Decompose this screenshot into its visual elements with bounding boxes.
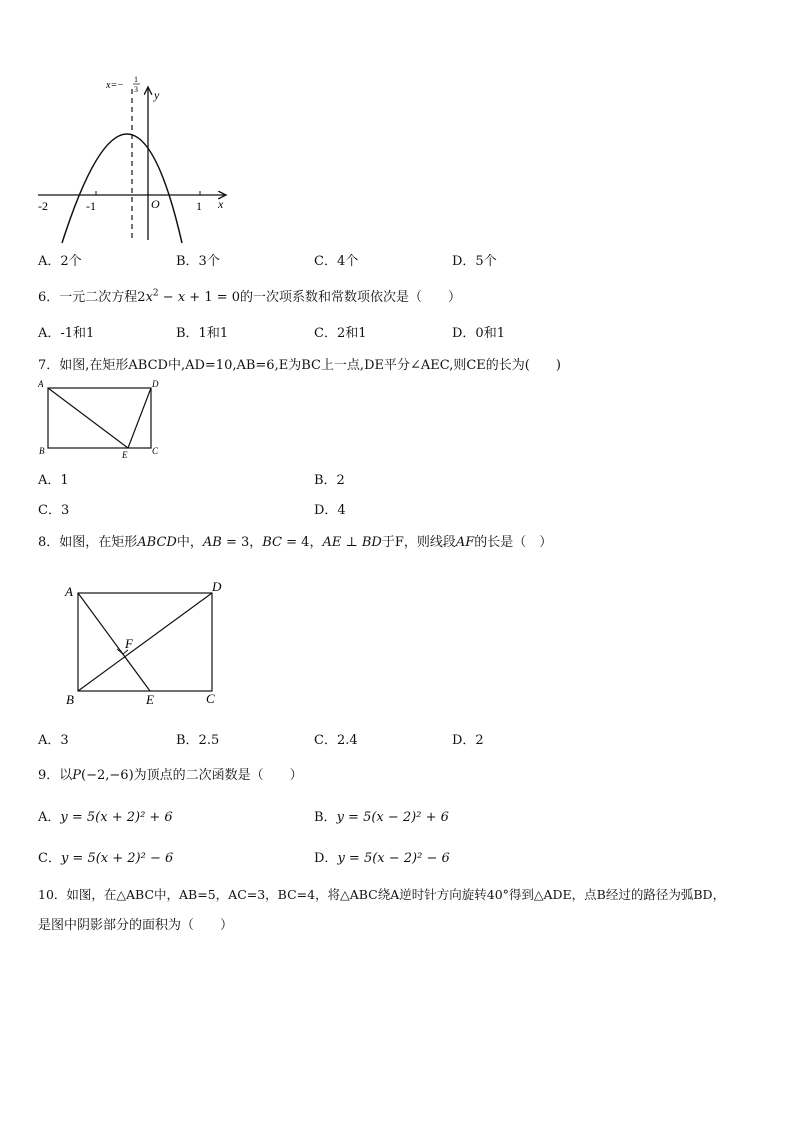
q6-option-b[interactable]: B．1和1 [176, 326, 229, 341]
vertex-label: C [152, 446, 159, 456]
q5-option-b[interactable]: B．3个 [176, 254, 220, 269]
q9-option-b[interactable]: B．y = 5(x − 2)² + 6 [314, 810, 449, 825]
q5-option-d[interactable]: D．5个 [452, 254, 497, 269]
vertex-label: E [122, 450, 128, 460]
q8-option-a[interactable]: A．3 [38, 733, 69, 748]
vertex-label: A [38, 379, 44, 389]
symmetry-label: x=− [106, 80, 124, 91]
frac-den: 3 [134, 85, 138, 94]
q5-option-c[interactable]: C．4个 [314, 254, 359, 269]
q10-question-line1: 10．如图，在△ABC中，AB=5，AC=3，BC=4，将△ABC绕A逆时针方向旋转40°得到△ADE，点B经过的路径为弧BD， [38, 887, 726, 902]
q8-option-d[interactable]: D．2 [452, 733, 484, 748]
q9-option-d[interactable]: D．y = 5(x − 2)² − 6 [314, 851, 450, 866]
q7-option-c[interactable]: C．3 [38, 503, 70, 518]
q8-question: 8．如图，在矩形ABCD中，AB = 3，BC = 4，AE ⊥ BD于F，则线段AF的长是（ ） [38, 535, 553, 550]
y-label: y [154, 88, 160, 102]
q6-option-a[interactable]: A．-1和1 [38, 326, 95, 341]
q7-rectangle-figure [36, 378, 166, 458]
q9-option-a[interactable]: A．y = 5(x + 2)² + 6 [38, 810, 173, 825]
parabola-graph [30, 75, 230, 245]
q8-option-c[interactable]: C．2.4 [314, 733, 358, 748]
x-label: x [218, 197, 224, 211]
q5-option-a[interactable]: A．2个 [38, 254, 82, 269]
vertex-label: D [212, 579, 222, 594]
vertex-label: F [125, 636, 133, 651]
q7-question: 7．如图,在矩形ABCD中,AD=10,AB=6,E为BC上一点,DE平分∠AEC,则CE的长为( ) [38, 358, 561, 373]
q6-question: 6．一元二次方程$2x^2 - x + 1 = 0$的一次项系数和常数项依次是（ ） [38, 288, 462, 305]
vertex-label: B [66, 692, 74, 707]
vertex-label: C [206, 691, 215, 706]
vertex-label: B [39, 446, 45, 456]
q10-question-line2: 是图中阴影部分的面积为（ ） [38, 918, 234, 933]
vertex-label: A [65, 584, 73, 599]
frac-num: 1 [134, 75, 138, 84]
tick-label: 1 [196, 199, 202, 213]
tick-label: -1 [86, 199, 96, 213]
q6-option-d[interactable]: D．0和1 [452, 326, 505, 341]
vertex-label: E [146, 692, 154, 707]
q9-question: 9．以P(−2,−6)为顶点的二次函数是（ ） [38, 768, 303, 783]
q7-option-d[interactable]: D．4 [314, 503, 346, 518]
vertex-label: D [152, 379, 159, 389]
q7-option-a[interactable]: A．1 [38, 473, 69, 488]
tick-label: -2 [38, 199, 48, 213]
q8-rectangle-figure [60, 578, 250, 708]
q6-option-c[interactable]: C．2和1 [314, 326, 367, 341]
q9-option-c[interactable]: C．y = 5(x + 2)² − 6 [38, 851, 174, 866]
q7-option-b[interactable]: B．2 [314, 473, 345, 488]
q8-option-b[interactable]: B．2.5 [176, 733, 220, 748]
parabola-curve [62, 134, 182, 243]
origin-label: O [151, 197, 160, 211]
